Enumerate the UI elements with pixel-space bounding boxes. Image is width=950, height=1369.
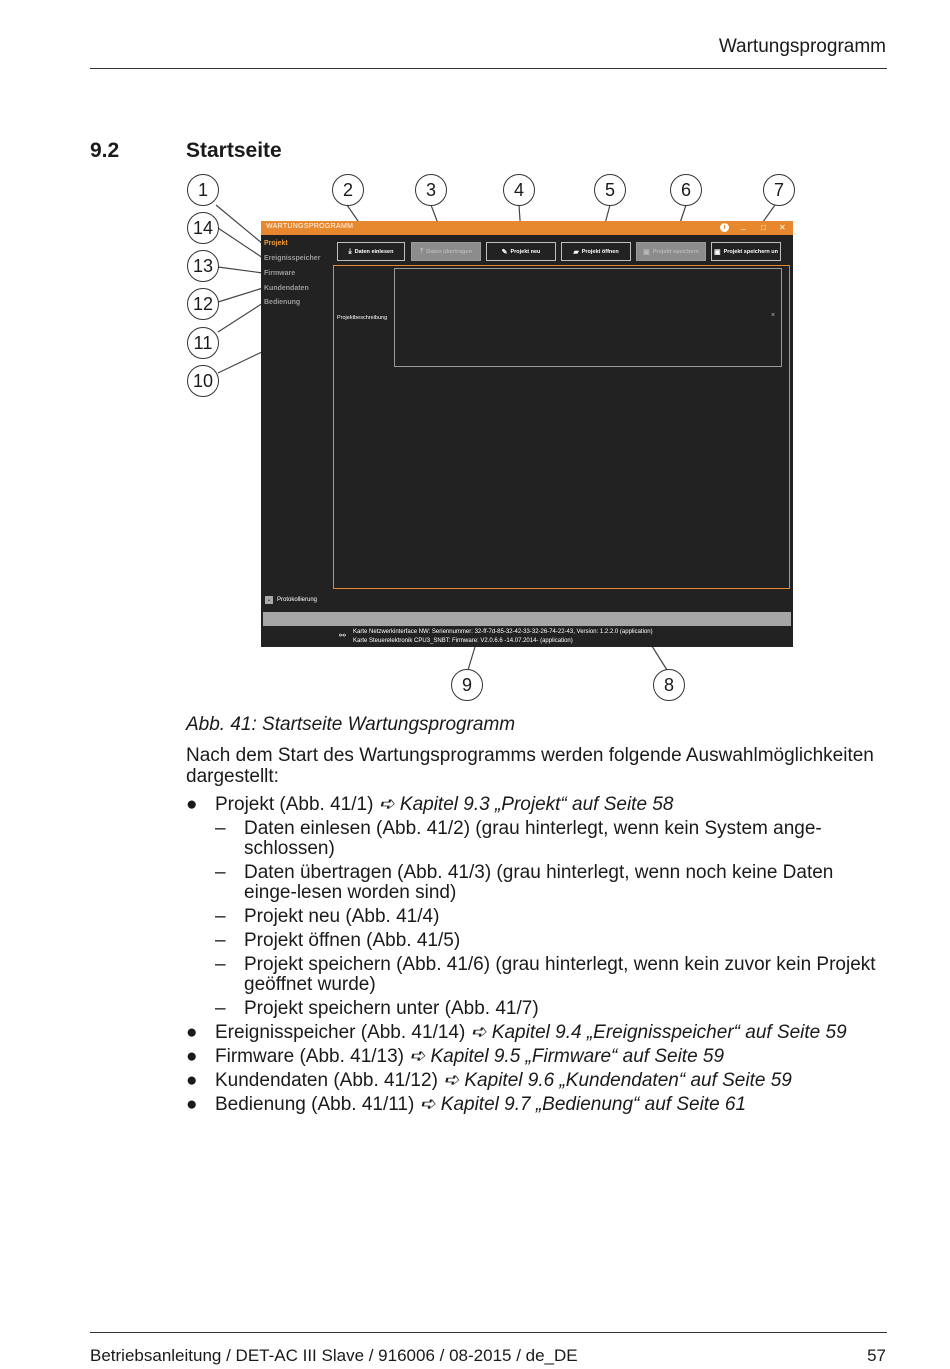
upload-icon: ⤒ (420, 247, 424, 255)
list-item: ● Kundendaten (Abb. 41/12) ➪ Kapitel 9.6 „Kundendaten“ auf Seite 59 (186, 1070, 792, 1091)
callout-9: 9 (451, 669, 483, 701)
figure-startseite (183, 170, 803, 710)
maximize-icon[interactable]: □ (761, 223, 766, 232)
list-subitem: – Projekt öffnen (Abb. 41/5) (215, 930, 461, 951)
daten-einlesen-button[interactable]: ⤓ Daten einlesen (337, 242, 405, 261)
projektbeschreibung-label: Projektbeschreibung (337, 315, 388, 321)
intro-paragraph: Nach dem Start des Wartungsprogramms werden folgende Auswahlmöglichkeiten dargestellt: (186, 745, 874, 787)
callout-6: 6 (670, 174, 702, 206)
callout-7: 7 (763, 174, 795, 206)
list-subitem: – Projekt speichern unter (Abb. 41/7) (215, 998, 539, 1019)
callout-5: 5 (594, 174, 626, 206)
cross-reference-link[interactable]: ➪ Kapitel 9.5 „Firmware“ auf Seite 59 (409, 1046, 725, 1067)
app-window-screenshot (261, 221, 793, 647)
cross-reference-link[interactable]: ➪ Kapitel 9.6 „Kundendaten“ auf Seite 59 (443, 1070, 792, 1091)
minimize-icon[interactable]: _ (741, 221, 746, 230)
callout-4: 4 (503, 174, 535, 206)
cross-reference-link[interactable]: ➪ Kapitel 9.4 „Ereignisspeicher“ auf Seite 59 (470, 1022, 847, 1043)
nav-item-projekt[interactable]: Projekt (264, 240, 288, 247)
daten-uebertragen-button[interactable]: ⤒ Daten übertragen (411, 242, 481, 261)
section-number: 9.2 (90, 139, 120, 162)
open-folder-icon: ▰ (573, 248, 579, 256)
list-subitem: – Daten einlesen (Abb. 41/2) (grau hinterlegt, wenn kein System ange-schlossen) (215, 818, 822, 859)
protokollierung-toggle[interactable]: ⌄ (266, 597, 272, 603)
callout-12: 12 (187, 288, 219, 320)
nav-item-kundendaten[interactable]: Kundendaten (264, 285, 309, 292)
protokollierung-panel (263, 612, 791, 626)
projekt-neu-button[interactable]: ✎ Projekt neu (486, 242, 556, 261)
callout-3: 3 (415, 174, 447, 206)
callout-14: 14 (187, 212, 219, 244)
list-item: ● Ereignisspeicher (Abb. 41/14) ➪ Kapitel 9.4 „Ereignisspeicher“ auf Seite 59 (186, 1022, 847, 1043)
projekt-speichern-button[interactable]: ▣ Projekt speichern (636, 242, 706, 261)
usb-icon: ⚯ (339, 631, 346, 640)
status-line-cpu: Karte Steuerelektronik CPU3_SNBT: Firmware: V2.0.6.6 -14.07.2014- (application) (353, 638, 573, 644)
projektbeschreibung-textarea[interactable] (394, 268, 782, 367)
app-title: WARTUNGSPROGRAMM (266, 223, 354, 230)
footer-rule (90, 1332, 887, 1333)
save-as-icon: ▣ (713, 248, 721, 256)
info-icon[interactable]: i (720, 223, 729, 232)
nav-item-ereignisspeicher[interactable]: Ereignisspeicher (264, 255, 321, 262)
options-list (186, 795, 886, 1119)
page-number: 57 (867, 1346, 886, 1365)
save-icon: ▣ (643, 248, 650, 256)
status-line-network: Karte Netzwerkinterface NW: Seriennummer: 32-ff-7d-85-32-42-33-32-26-74-22-43, Version: 1.2.2.0 (application) (353, 629, 653, 635)
new-project-icon: ✎ (501, 248, 508, 256)
callout-10: 10 (187, 365, 219, 397)
list-subitem: – Projekt neu (Abb. 41/4) (215, 906, 440, 927)
callout-1: 1 (187, 174, 219, 206)
list-item: ● Bedienung (Abb. 41/11) ➪ Kapitel 9.7 „Bedienung“ auf Seite 61 (186, 1094, 747, 1115)
list-item: ● Firmware (Abb. 41/13) ➪ Kapitel 9.5 „Firmware“ auf Seite 59 (186, 1046, 725, 1067)
list-subitem: – Daten übertragen (Abb. 41/3) (grau hinterlegt, wenn noch keine Daten einge-lesen worden sind) (215, 862, 834, 903)
app-titlebar (261, 221, 793, 235)
nav-item-firmware[interactable]: Firmware (264, 270, 296, 277)
callout-13: 13 (187, 250, 219, 282)
cross-reference-link[interactable]: ➪ Kapitel 9.7 „Bedienung“ auf Seite 61 (419, 1094, 747, 1115)
callout-8: 8 (653, 669, 685, 701)
header-rule (90, 68, 887, 69)
projekt-speichern-unter-button[interactable]: ▣ Projekt speichern un (711, 242, 781, 261)
nav-item-bedienung[interactable]: Bedienung (264, 299, 301, 306)
callout-2: 2 (332, 174, 364, 206)
projekt-oeffnen-button[interactable]: ▰ Projekt öffnen (561, 242, 631, 261)
cross-reference-link[interactable]: ➪ Kapitel 9.3 „Projekt“ auf Seite 58 (378, 794, 674, 815)
download-icon: ⤓ (348, 247, 352, 255)
list-subitem: – Projekt speichern (Abb. 41/6) (grau hinterlegt, wenn kein zuvor kein Projekt geöffnet wurde) (215, 954, 876, 995)
running-header: Wartungsprogramm (718, 36, 886, 57)
close-icon[interactable]: ✕ (779, 223, 786, 232)
figure-caption: Abb. 41: Startseite Wartungsprogramm (186, 714, 516, 735)
callout-11: 11 (187, 327, 219, 359)
section-title: Startseite (186, 139, 282, 162)
footer-document-info: Betriebsanleitung / DET-AC III Slave / 916006 / 08-2015 / de_DE (90, 1346, 578, 1365)
protokollierung-label: Protokollierung (277, 597, 318, 603)
clear-description-icon[interactable]: × (771, 312, 776, 319)
list-item: ● Projekt (Abb. 41/1) ➪ Kapitel 9.3 „Projekt“ auf Seite 58 (186, 794, 674, 815)
